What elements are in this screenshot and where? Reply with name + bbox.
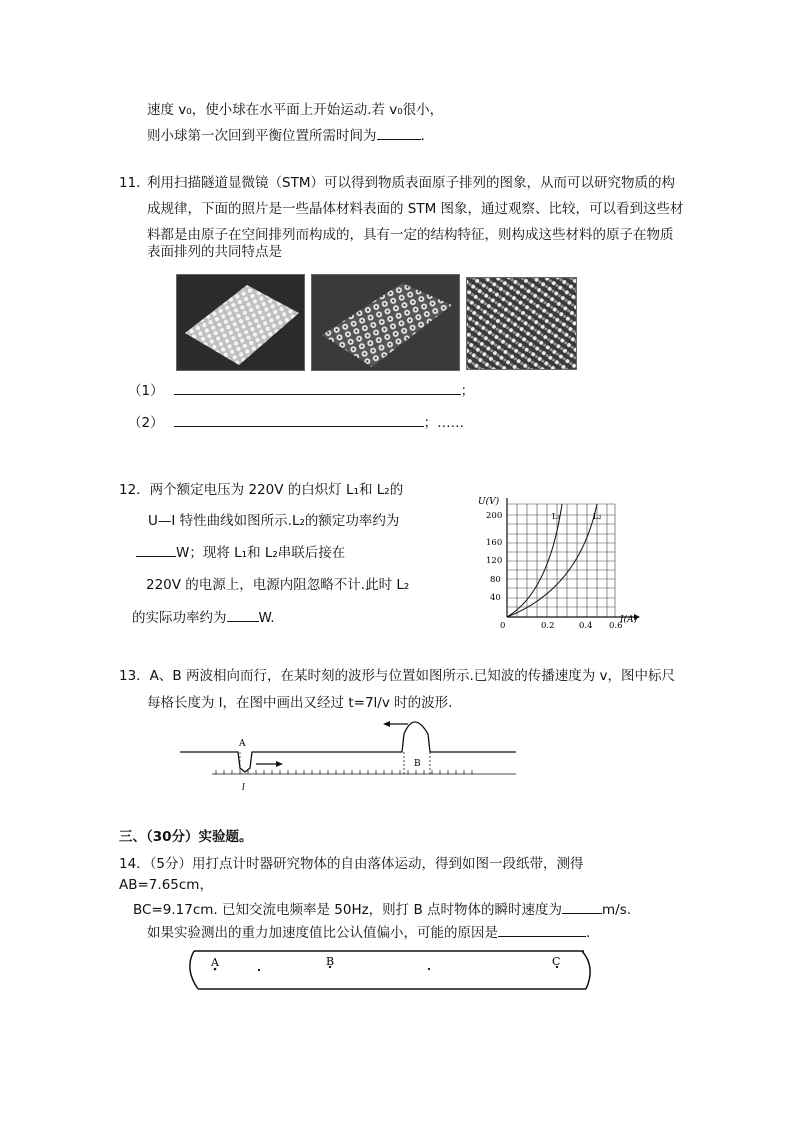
section3-title: 三、（30分）实验题。 <box>119 829 253 845</box>
q10-line2 <box>147 123 425 149</box>
curve-l1-label: L₁ <box>552 512 561 521</box>
ylabel: U(V) <box>478 497 500 507</box>
q14-line3-end: m/s. <box>602 902 632 918</box>
stm-image-3 <box>466 277 577 370</box>
q12-line3 <box>136 540 345 566</box>
q11-answer2-label: （2） <box>128 415 164 431</box>
tape-label-a: A <box>211 956 219 969</box>
ytick-200: 200 <box>486 511 503 521</box>
q10-line2-text: 则小球第一次回到平衡位置所需时间为 <box>147 128 377 144</box>
stm-image-1 <box>176 274 305 371</box>
ytick-80: 80 <box>490 575 501 585</box>
q11-answer2 <box>128 410 464 436</box>
q12-line5-text: 的实际功率约为 <box>132 610 227 626</box>
q12-line3-text: W；现将 L₁和 L₂串联后接在 <box>176 545 346 561</box>
q12-line2: U—I 特性曲线如图所示.L₂的额定功率约为 <box>148 513 400 529</box>
q11-line2: 成规律，下面的照片是一些晶体材料表面的 STM 图象，通过观察、比较，可以看到这些材 <box>147 201 684 217</box>
q10-answer-blank[interactable] <box>377 125 421 140</box>
q14-line1: 14．（5分）用打点计时器研究物体的自由落体运动，得到如图一段纸带，测得 <box>119 856 584 872</box>
ytick-120: 120 <box>486 556 503 566</box>
ui-chart <box>474 494 664 632</box>
q11-answer1-end: ； <box>460 383 475 399</box>
wave-label-b: B <box>414 759 421 769</box>
wave-label-a: A <box>239 739 246 749</box>
q14-blank2[interactable] <box>498 922 586 937</box>
q11-line1: 利用扫描隧道显微镜（STM）可以得到物质表面原子排列的图象，从而可以研究物质的构 <box>147 175 675 191</box>
wave-diagram <box>176 712 521 796</box>
ytick-40: 40 <box>490 593 501 603</box>
curve-l2-label: L₂ <box>593 512 602 521</box>
q12-blank2[interactable] <box>227 607 259 622</box>
tape-label-b: B <box>326 955 335 968</box>
tape-dot <box>258 969 260 971</box>
q14-line4-end: . <box>586 925 591 941</box>
q14-line3-text: BC=9.17cm. 已知交流电频率是 50Hz，则打 B 点时物体的瞬时速度为 <box>133 902 563 918</box>
q12-blank1[interactable] <box>136 542 176 557</box>
q13-line2: 每格长度为 l，在图中画出又经过 t=7l/v 时的波形. <box>147 695 453 711</box>
q11-answer2-blank[interactable] <box>174 412 424 427</box>
q14-blank1[interactable] <box>562 899 602 914</box>
q11-line4: 表面排列的共同特点是 <box>147 244 282 260</box>
q14-line2: AB=7.65cm， <box>119 877 213 893</box>
tape-dot <box>428 968 430 970</box>
xlabel: I(A) <box>620 615 638 625</box>
q12-line4: 220V 的电源上，电源内阻忽略不计.此时 L₂ <box>146 577 410 593</box>
q13-line1: 13．A、B 两波相向而行，在某时刻的波形与位置如图所示.已知波的传播速度为 v，图中标尺 <box>119 668 676 684</box>
q11-line3: 料都是由原子在空间排列而构成的，具有一定的结构特征，则构成这些材料的原子在物质 <box>147 227 674 243</box>
paper-tape <box>180 947 600 993</box>
wave-profile <box>180 722 516 772</box>
q12-line1: 12．两个额定电压为 220V 的白炽灯 L₁和 L₂的 <box>119 482 404 498</box>
ytick-160: 160 <box>486 538 503 548</box>
q10-line1: 速度 v₀，使小球在水平面上开始运动.若 v₀很小， <box>147 102 444 118</box>
xtick-06: 0.6 <box>609 621 623 631</box>
tape-label-c: C <box>552 955 561 968</box>
xtick-02: 0.2 <box>541 621 555 631</box>
xtick-04: 0.4 <box>579 621 593 631</box>
q14-line4 <box>147 920 590 946</box>
q14-line4-text: 如果实验测出的重力加速度值比公认值偏小，可能的原因是 <box>147 925 498 941</box>
q12-line5-end: W. <box>258 610 275 626</box>
q10-line2-end: . <box>420 128 425 144</box>
q11-answer2-end: ；…… <box>423 415 465 431</box>
stm-image-2 <box>311 274 460 371</box>
q12-line5 <box>132 605 275 631</box>
q11-answer1-blank[interactable] <box>174 380 461 395</box>
scale-label-l: l <box>242 783 245 793</box>
q11-answer1-label: （1） <box>128 383 164 399</box>
xtick-0: 0 <box>500 621 506 631</box>
q11-answer1 <box>128 378 474 404</box>
q11-number: 11． <box>119 175 150 191</box>
